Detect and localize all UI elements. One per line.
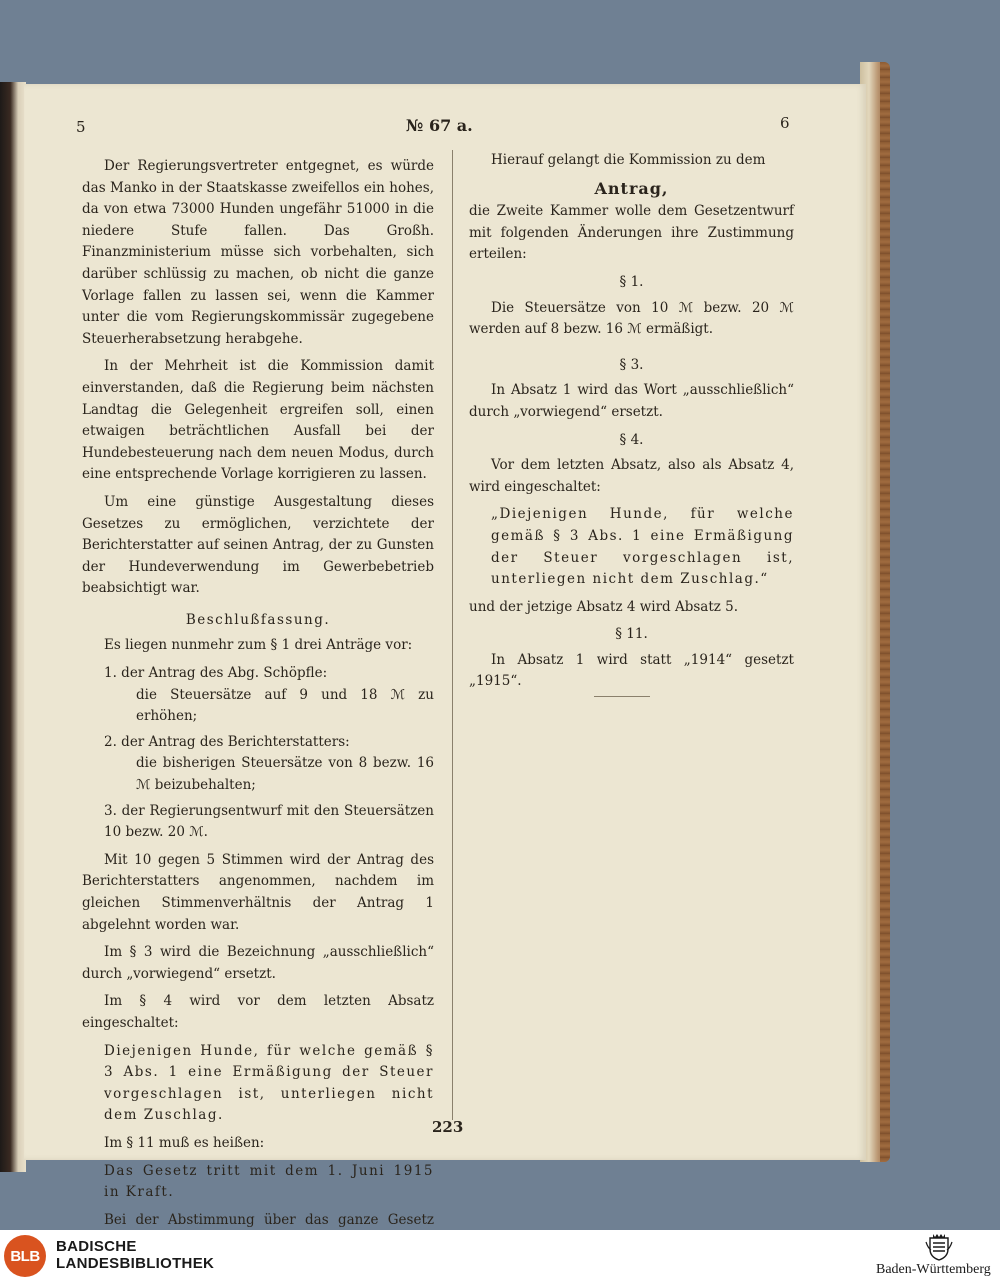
paragraph: Es liegen nunmehr zum § 1 drei Anträge vor: (104, 637, 413, 654)
list-item-label: 2. der Antrag des Berichterstatters: (104, 733, 350, 750)
footer-bar (0, 1230, 1000, 1281)
paragraph: Mit 10 gegen 5 Stimmen wird der Antrag des Berichterstatters angenommen, nachdem im gleichen Stimmenverhältnis der Antrag 1 abgelehnt worden war. (82, 851, 434, 933)
document-page (24, 84, 866, 1228)
list-item (82, 663, 434, 728)
right-page-number: 6 (780, 114, 790, 132)
paragraph: In Absatz 1 wird statt „1914“ gesetzt „1915“. (469, 651, 794, 690)
paragraph: und der jetzige Absatz 4 wird Absatz 5. (469, 598, 739, 615)
list-item-detail: die Steuersätze auf 9 und 18 ℳ zu erhöhen; (136, 686, 434, 725)
section-heading: § 4. (619, 431, 644, 448)
paragraph: Im § 11 muß es heißen: (104, 1134, 265, 1151)
section-heading: § 1. (619, 273, 644, 290)
list-item-detail: die bisherigen Steuersätze von 8 bezw. 16 ℳ beizubehalten; (136, 755, 434, 794)
paragraph: Um eine günstige Ausgestaltung dieses Gesetzes zu ermöglichen, verzichtete der Berichterstatter auf seinen Antrag, der zu Gunsten der Hundeverwendung im Gewerbebetrieb beabsichtigt war. (82, 493, 434, 597)
list-item-label: 3. der Regierungsentwurf mit den Steuersätzen 10 bezw. 20 ℳ. (104, 802, 434, 841)
state-name[interactable]: Baden-Württemberg (876, 1262, 991, 1277)
paragraph: Vor dem letzten Absatz, also als Absatz 4, wird eingeschaltet: (469, 457, 794, 495)
page-number: 223 (432, 1118, 464, 1136)
end-rule (594, 696, 650, 697)
paragraph: Hierauf gelangt die Kommission zu dem (491, 152, 766, 168)
list-item (82, 801, 434, 844)
library-name-line2: LANDESBIBLIOTHEK (56, 1255, 215, 1272)
paragraph: Bei der Abstimmung über das ganze Gesetz (104, 1211, 434, 1228)
blb-logo-icon[interactable]: BLB (4, 1235, 46, 1277)
right-column (469, 150, 794, 699)
section-heading: Beschlußfassung. (185, 611, 331, 628)
page-header (24, 114, 866, 138)
paragraph: Im § 3 wird die Bezeichnung „ausschließlich“ durch „vorwiegend“ ersetzt. (82, 944, 434, 982)
quoted-text: Das Gesetz tritt mit dem 1. Juni 1915 in Kraft. (104, 1162, 434, 1201)
left-page-edge (0, 82, 26, 1172)
paragraph: Der Regierungsvertreter entgegnet, es würde das Manko in der Staatskasse zweifellos ein hohes, da von etwa 73000 Hunden ungefähr 51000 in die niedere Stufe fallen. Das Großh. Finanzministerium müsse sich vorbehalten, sich darüber schlüssig zu machen, ob nicht die ganze Vorlage fallen zu lassen sei, wenn die Kammer unter die vom Regierungskommissär zugegebene Steuerherabsetzung herabgehe. (82, 158, 434, 347)
coat-of-arms-icon (924, 1232, 954, 1262)
motion-list (82, 663, 434, 844)
paragraph: Die Steuersätze von 10 ℳ bezw. 20 ℳ werden auf 8 bezw. 16 ℳ ermäßigt. (469, 299, 794, 338)
library-name[interactable] (56, 1238, 214, 1272)
section-heading: § 3. (619, 356, 644, 373)
column-divider (452, 150, 453, 1120)
quoted-text: Diejenigen Hunde, für welche gemäß § 3 Abs. 1 eine Ermäßigung der Steuer vorgeschlagen ist, unterliegen nicht dem Zuschlag. (104, 1042, 434, 1124)
library-name-line1: BADISCHE (56, 1238, 137, 1255)
paragraph: In Absatz 1 wird das Wort „ausschließlich“ durch „vorwiegend“ ersetzt. (469, 382, 794, 420)
left-page-number: 5 (76, 118, 86, 136)
list-item-label: 1. der Antrag des Abg. Schöpfle: (104, 665, 328, 682)
section-heading: § 11. (615, 626, 648, 643)
left-column (82, 156, 434, 1230)
document-number: № 67 a. (406, 116, 473, 135)
motion-title: Antrag, (594, 178, 669, 198)
paragraph: Im § 4 wird vor dem letzten Absatz eingeschaltet: (82, 993, 434, 1031)
list-item (82, 732, 434, 797)
paragraph: In der Mehrheit ist die Kommission damit einverstanden, daß die Regierung beim nächsten Landtag die Gelegenheit ergreifen soll, einen etwaigen beträchtlichen Ausfall bei der Hundebesteuerung nach dem neuen Modus, durch eine entsprechende Vorlage korrigieren zu lassen. (82, 358, 434, 483)
paragraph: die Zweite Kammer wolle dem Gesetzentwurf mit folgenden Änderungen ihre Zustimmung erteilen: (469, 203, 794, 263)
quoted-text: „Diejenigen Hunde, für welche gemäß § 3 Abs. 1 eine Ermäßigung der Steuer vorgeschlagen ist, unterliegen nicht dem Zuschlag.“ (491, 506, 794, 588)
